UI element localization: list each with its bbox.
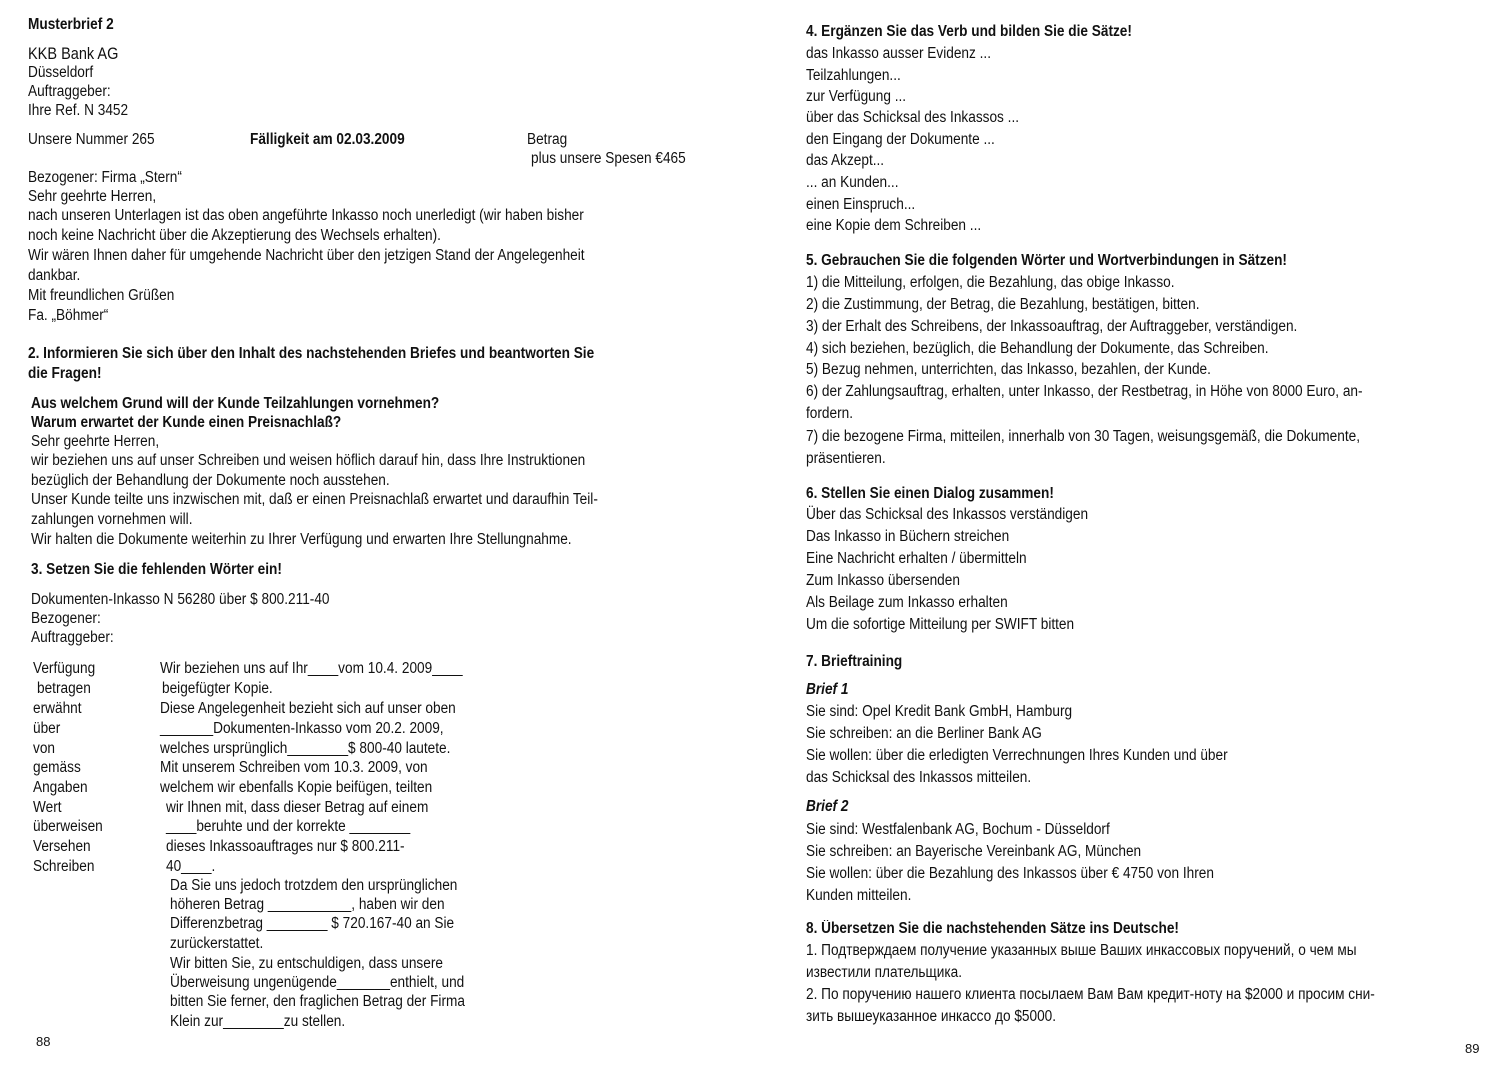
text-line: Differenzbetrag ________ $ 720.167-40 an Sie: [170, 915, 455, 932]
list-item: Teilzahlungen...: [806, 67, 901, 84]
text-line: Sie sind: Westfalenbank AG, Bochum - Düsseldorf: [806, 821, 1110, 838]
brief1-title: Brief 1: [806, 681, 849, 698]
text-line: Unser Kunde teilte uns inzwischen mit, daß er einen Preisnachlaß erwartet und daraufhin Teil-: [31, 491, 598, 508]
page-number: 88: [36, 1034, 51, 1049]
bank-city: Düsseldorf: [28, 64, 94, 81]
text-line: Sehr geehrte Herren,: [28, 188, 157, 205]
list-item: Als Beilage zum Inkasso erhalten: [806, 594, 1008, 611]
list-item: den Eingang der Dokumente ...: [806, 131, 995, 148]
word-item: über: [33, 720, 61, 737]
amount-label: Betrag: [527, 131, 568, 148]
text-line: Mit freundlichen Grüßen: [28, 287, 175, 304]
text-line: wir beziehen uns auf unser Schreiben und weisen höflich darauf hin, dass Ihre Instruktionen: [31, 452, 586, 469]
brief2-title: Brief 2: [806, 798, 849, 815]
text-line: 1. Подтверждаем получение указанных выше Ваших инкассовых поручений, о чем мы: [806, 942, 1357, 959]
text-line: höheren Betrag ___________, haben wir den: [170, 896, 445, 913]
text-line: bezüglich der Behandlung der Dokumente noch ausstehen.: [31, 472, 390, 489]
text-line: Sie schreiben: an die Berliner Bank AG: [806, 725, 1042, 742]
word-item: gemäss: [33, 759, 81, 776]
text-line: 40____.: [166, 858, 216, 875]
ex3-intro-line: Auftraggeber:: [31, 629, 114, 646]
list-item: zur Verfügung ...: [806, 88, 907, 105]
word-item: überweisen: [33, 818, 103, 835]
text-line: nach unseren Unterlagen ist das oben angeführte Inkasso noch unerledigt (wir haben bisher: [28, 207, 584, 224]
list-item: über das Schicksal des Inkassos ...: [806, 109, 1020, 126]
text-line: Sie wollen: über die Bezahlung des Inkassos über € 4750 von Ihren: [806, 865, 1214, 882]
list-item: 3) der Erhalt des Schreibens, der Inkassoauftrag, der Auftraggeber, verständigen.: [806, 318, 1298, 335]
ex8-heading: 8. Übersetzen Sie die nachstehenden Sätze ins Deutsche!: [806, 920, 1179, 937]
word-item: von: [33, 740, 55, 757]
text-line: wir Ihnen mit, dass dieser Betrag auf einem: [166, 799, 429, 816]
text-line: das Schicksal des Inkassos mitteilen.: [806, 769, 1032, 786]
list-item: präsentieren.: [806, 450, 886, 467]
text-line: beigefügter Kopie.: [162, 680, 273, 697]
text-line: Sie sind: Opel Kredit Bank GmbH, Hamburg: [806, 703, 1073, 720]
text-line: welches ursprünglich________$ 800-40 lautete.: [160, 740, 451, 757]
text-line: Fa. „Böhmer“: [28, 307, 109, 324]
due-date: Fälligkeit am 02.03.2009: [250, 131, 405, 148]
text-line: Klein zur________zu stellen.: [170, 1013, 346, 1030]
text-line: известили плательщика.: [806, 964, 963, 981]
text-line: Wir beziehen uns auf Ihr____vom 10.4. 2009____: [160, 660, 463, 677]
text-line: Wir bitten Sie, zu entschuldigen, dass unsere: [170, 955, 443, 972]
text-line: dankbar.: [28, 267, 81, 284]
list-item: 7) die bezogene Firma, mitteilen, innerhalb von 30 Tagen, weisungsgemäß, die Dokumente,: [806, 428, 1361, 445]
text-line: noch keine Nachricht über die Akzeptierung des Wechsels erhalten).: [28, 227, 441, 244]
text-line: Wir wären Ihnen daher für umgehende Nachricht über den jetzigen Stand der Angelegenheit: [28, 247, 585, 264]
text-line: Wir halten die Dokumente weiterhin zu Ihrer Verfügung und erwarten Ihre Stellungnahme.: [31, 531, 572, 548]
text-line: dieses Inkassoauftrages nur $ 800.211-: [166, 838, 405, 855]
list-item: 6) der Zahlungsauftrag, erhalten, unter Inkasso, der Restbetrag, in Höhe von 8000 Euro, an-: [806, 383, 1363, 400]
our-number: Unsere Nummer 265: [28, 131, 155, 148]
list-item: 4) sich beziehen, bezüglich, die Behandlung der Dokumente, das Schreiben.: [806, 340, 1269, 357]
list-item: Das Inkasso in Büchern streichen: [806, 528, 1010, 545]
word-item: Angaben: [33, 779, 88, 796]
text-line: 2. По поручению нашего клиента посылаем Вам Вам кредит-ноту на $2000 и просим сни-: [806, 986, 1375, 1003]
text-line: zahlungen vornehmen will.: [31, 511, 193, 528]
word-item: Schreiben: [33, 858, 95, 875]
list-item: eine Kopie dem Schreiben ...: [806, 217, 982, 234]
word-item: Verfügung: [33, 660, 96, 677]
text-line: _______Dokumenten-Inkasso vom 20.2. 2009,: [160, 720, 444, 737]
ex3-heading: 3. Setzen Sie die fehlenden Wörter ein!: [31, 561, 282, 578]
musterbrief-title: Musterbrief 2: [28, 16, 114, 33]
drawee: Bezogener: Firma „Stern“: [28, 169, 182, 186]
ex2-heading-line: 2. Informieren Sie sich über den Inhalt des nachstehenden Briefes und beantworten Sie: [28, 345, 595, 362]
list-item: fordern.: [806, 405, 854, 422]
list-item: 5) Bezug nehmen, unterrichten, das Inkasso, bezahlen, der Kunde.: [806, 361, 1211, 378]
list-item: das Akzept...: [806, 152, 885, 169]
ex7-heading: 7. Brieftraining: [806, 653, 903, 670]
word-item: Versehen: [33, 838, 91, 855]
ex5-heading: 5. Gebrauchen Sie die folgenden Wörter und Wortverbindungen in Sätzen!: [806, 252, 1287, 269]
list-item: das Inkasso ausser Evidenz ...: [806, 45, 991, 62]
client-label: Auftraggeber:: [28, 83, 111, 100]
text-line: зить вышеуказанное инкассо до $5000.: [806, 1008, 1057, 1025]
reference: Ihre Ref. N 3452: [28, 102, 129, 119]
text-line: bitten Sie ferner, den fraglichen Betrag der Firma: [170, 993, 465, 1010]
word-item: Wert: [33, 799, 62, 816]
text-line: Überweisung ungenügende_______enthielt, und: [170, 974, 465, 991]
text-line: Sehr geehrte Herren,: [31, 433, 160, 450]
ex4-heading: 4. Ergänzen Sie das Verb und bilden Sie die Sätze!: [806, 23, 1132, 40]
list-item: ... an Kunden...: [806, 174, 899, 191]
list-item: Über das Schicksal des Inkassos verständigen: [806, 506, 1089, 523]
ex2-heading-line: die Fragen!: [28, 365, 102, 382]
list-item: 1) die Mitteilung, erfolgen, die Bezahlung, das obige Inkasso.: [806, 274, 1175, 291]
text-line: welchem wir ebenfalls Kopie beifügen, teilten: [160, 779, 433, 796]
page-number: 89: [1465, 1041, 1480, 1056]
text-line: Kunden mitteilen.: [806, 887, 912, 904]
list-item: Eine Nachricht erhalten / übermitteln: [806, 550, 1027, 567]
text-line: zurückerstattet.: [170, 935, 264, 952]
ex3-intro-line: Bezogener:: [31, 610, 101, 627]
text-line: Mit unserem Schreiben vom 10.3. 2009, von: [160, 759, 428, 776]
text-line: ____beruhte und der korrekte ________: [166, 818, 411, 835]
ex3-intro-line: Dokumenten-Inkasso N 56280 über $ 800.211-40: [31, 591, 330, 608]
list-item: Zum Inkasso übersenden: [806, 572, 960, 589]
ex2-question: Aus welchem Grund will der Kunde Teilzahlungen vornehmen?: [31, 395, 440, 412]
ex6-heading: 6. Stellen Sie einen Dialog zusammen!: [806, 485, 1054, 502]
text-line: Sie wollen: über die erledigten Verrechnungen Ihres Kunden und über: [806, 747, 1228, 764]
bank-name: KKB Bank AG: [28, 45, 119, 63]
ex2-question: Warum erwartet der Kunde einen Preisnachlaß?: [31, 414, 342, 431]
list-item: 2) die Zustimmung, der Betrag, die Bezahlung, bestätigen, bitten.: [806, 296, 1200, 313]
text-line: Da Sie uns jedoch trotzdem den ursprünglichen: [170, 877, 458, 894]
right-page: [753, 0, 1506, 1075]
text-line: Diese Angelegenheit bezieht sich auf unser oben: [160, 700, 456, 717]
fees: plus unsere Spesen €465: [531, 150, 686, 167]
text-line: Sie schreiben: an Bayerische Vereinbank AG, München: [806, 843, 1142, 860]
word-item: erwähnt: [33, 700, 82, 717]
list-item: Um die sofortige Mitteilung per SWIFT bitten: [806, 616, 1075, 633]
list-item: einen Einspruch...: [806, 196, 916, 213]
word-item: betragen: [37, 680, 91, 697]
